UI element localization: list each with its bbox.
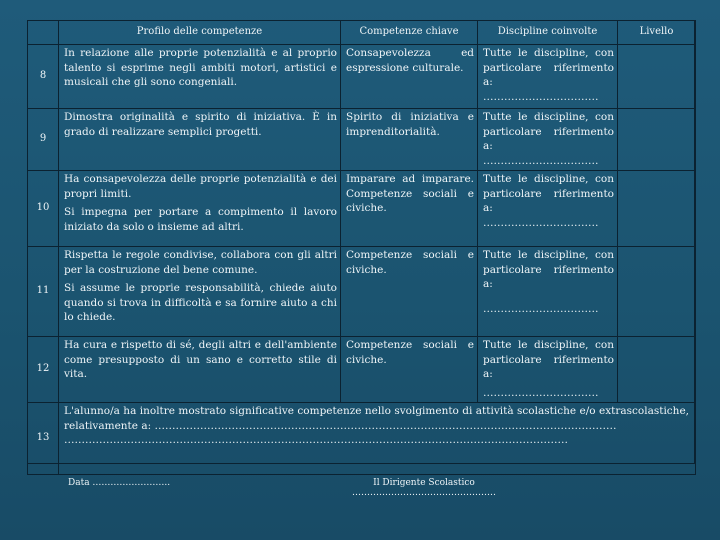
date-field[interactable]: Data …………………….. [68,478,171,488]
additional-competences-cell[interactable] [59,403,696,475]
key-competence-cell: Spirito di iniziativa e imprenditorialità. [341,109,478,171]
table-row [28,171,696,247]
profile-text: Dimostra originalità e spirito di iniziativa. È in grado di realizzare semplici progetti. [64,111,337,138]
table-row [28,403,696,475]
header-number [28,21,59,45]
profile-cell [59,247,341,337]
disciplines-cell [478,109,618,171]
fill-in-dots: …………………………… [483,154,599,167]
row-number: 8 [28,45,59,109]
level-cell[interactable] [618,45,696,109]
table-row [28,109,696,171]
profile-text: Si assume le proprie responsabilità, chiede aiuto quando si trova in difficoltà e sa fornire aiuto a chi lo chiede. [64,282,337,323]
disciplines-cell [478,45,618,109]
profile-cell [59,337,341,403]
profile-text: Rispetta le regole condivise, collabora con gli altri per la costruzione del bene comune. [64,249,337,276]
level-cell[interactable] [618,171,696,247]
table-row [28,45,696,109]
row-number: 11 [28,247,59,337]
key-competence-cell: Imparare ad imparare. Competenze sociali e civiche. [341,171,478,247]
profile-text: Si impegna per portare a compimento il lavoro iniziato da solo o insieme ad altri. [64,206,337,233]
row-number: 10 [28,171,59,247]
signature-block [352,478,496,498]
profile-cell [59,45,341,109]
disciplines-text: Tutte le discipline, con particolare riferimento a: [483,173,614,214]
disciplines-cell [478,247,618,337]
table-row [28,337,696,403]
header-key-competences: Competenze chiave [341,21,478,45]
profile-text: Ha consapevolezza delle proprie potenzialità e dei propri limiti. [64,173,337,200]
disciplines-text: Tutte le discipline, con particolare riferimento a: [483,111,614,152]
key-competence-cell: Competenze sociali e civiche. [341,337,478,403]
level-cell[interactable] [618,109,696,171]
signature-line[interactable]: ………………………………………… [352,488,496,498]
profile-cell [59,109,341,171]
disciplines-text: Tutte le discipline, con particolare riferimento a: [483,249,614,290]
disciplines-text: Tutte le discipline, con particolare riferimento a: [483,339,614,380]
competence-table [27,20,696,475]
header-row [28,21,696,45]
disciplines-text: Tutte le discipline, con particolare riferimento a: [483,47,614,88]
signer-title: Il Dirigente Scolastico [373,478,475,488]
header-level: Livello [618,21,696,45]
profile-text: Ha cura e rispetto di sé, degli altri e dell'ambiente come presupposto di un sano e corretto stile di vita. [64,339,337,380]
fill-in-dots: …………………………… [483,216,599,229]
additional-competences-text: L'alunno/a ha inoltre mostrato significative competenze nello svolgimento di attività scolastiche e/o extrascolastiche, relativamente a: …………………………………………………………………………………………………………………… [64,405,689,432]
disciplines-cell [478,337,618,403]
fill-in-dots: …………………………… [483,302,599,315]
key-competence-cell: Consapevolezza ed espressione culturale. [341,45,478,109]
profile-text: In relazione alle proprie potenzialità e al proprio talento si esprime negli ambiti motori, artistici e musicali che gli sono congeniali. [64,47,337,88]
row-number: 13 [28,403,59,475]
profile-cell [59,171,341,247]
header-disciplines: Discipline coinvolte [478,21,618,45]
row-number: 12 [28,337,59,403]
fill-in-dots: …………………………… [483,90,599,103]
key-competence-cell: Competenze sociali e civiche. [341,247,478,337]
disciplines-cell [478,171,618,247]
header-profile: Profilo delle competenze [59,21,341,45]
row-number: 9 [28,109,59,171]
fill-in-dots: ……………………………………………………………………………………………………………………………… [64,434,568,446]
level-cell[interactable] [618,247,696,337]
level-cell[interactable] [618,337,696,403]
table-row [28,247,696,337]
fill-in-dots: …………………………… [483,386,599,399]
